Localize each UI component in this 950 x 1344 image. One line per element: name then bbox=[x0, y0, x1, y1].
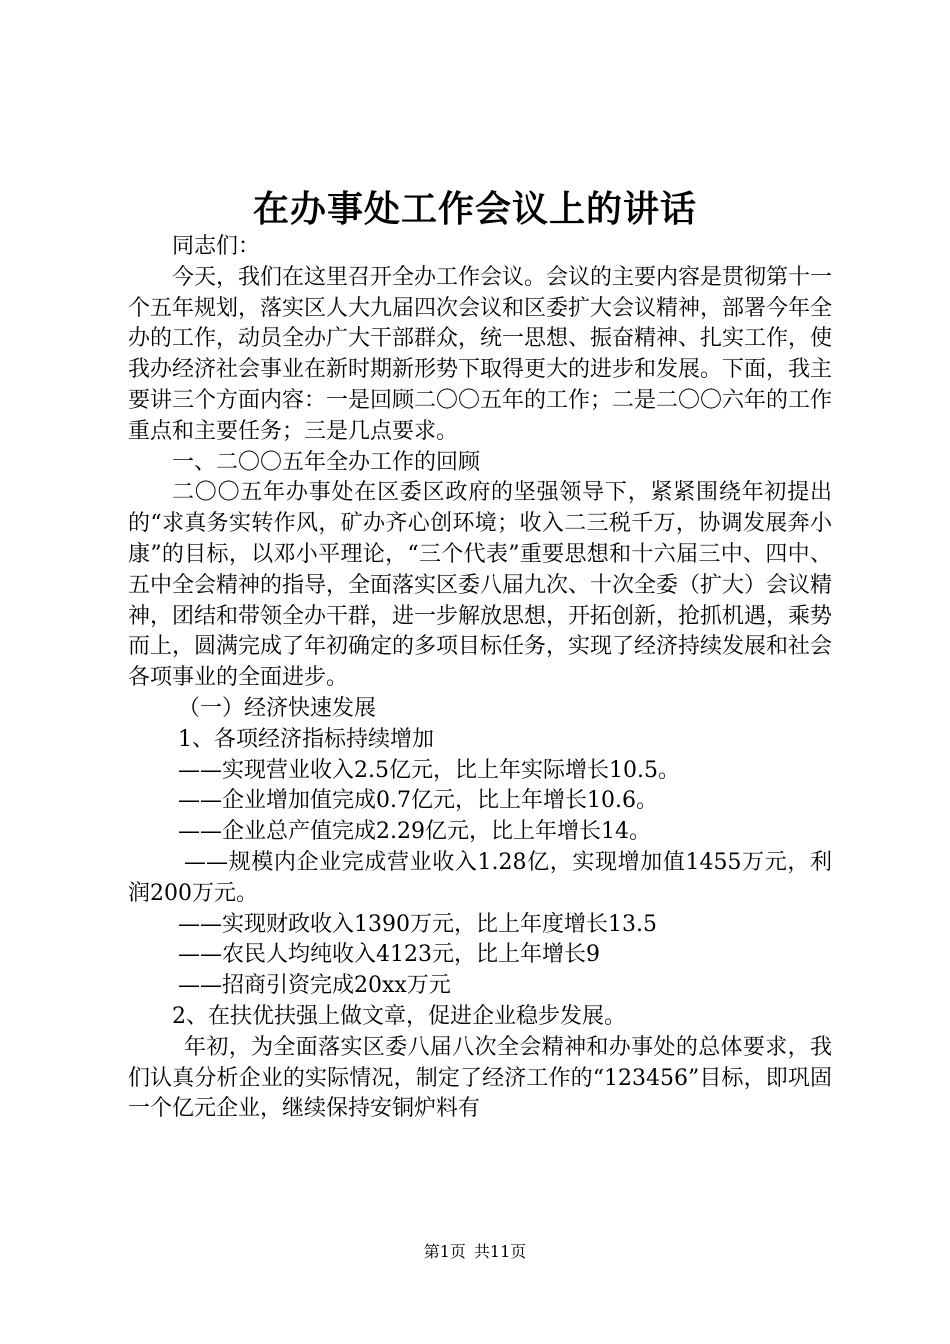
indicator-item: ——规模内企业完成营业收入1.28亿，实现增加值1455万元，利润200万元。 bbox=[128, 849, 832, 906]
subsection-heading-economy: （一）经济快速发展 bbox=[178, 695, 377, 721]
document-body bbox=[128, 232, 832, 1125]
review-paragraph: 二〇〇五年办事处在区委区政府的坚强领导下，紧紧围绕年初提出的“求真务实转作风，矿办齐心创环境；收入二三税千万，协调发展奔小康”的目标，以邓小平理论，“三个代表”重要思想和十六届三中、四中、五中全会精神的指导，全面落实区委八届九次、十次全委（扩大）会议精神，团结和带领全办干群，进一步解放思想，开拓创新，抢抓机遇，乘势而上，圆满完成了年初确定的多项目标任务，实现了经济持续发展和社会各项事业的全面进步。 bbox=[128, 480, 833, 691]
document-title: 在办事处工作会议上的讲话 bbox=[252, 188, 697, 230]
indicator-item: ——农民人均纯收入4123元，比上年增长9 bbox=[178, 942, 600, 968]
item-heading-enterprise: 2、在扶优扶强上做文章，促进企业稳步发展。 bbox=[172, 1003, 626, 1029]
indicator-item: ——企业增加值完成0.7亿元，比上年增长10.6。 bbox=[178, 788, 658, 814]
page-number: 第1页 bbox=[423, 1242, 466, 1261]
item-heading-indicators: 1、各项经济指标持续增加 bbox=[178, 726, 434, 752]
indicator-item: ——实现营业收入2.5亿元，比上年实际增长10.5。 bbox=[178, 757, 680, 783]
page-total: 共11页 bbox=[473, 1242, 527, 1261]
indicator-item: ——招商引资完成20xx万元 bbox=[178, 973, 451, 999]
section-heading-review: 一、二〇〇五年全办工作的回顾 bbox=[172, 449, 481, 475]
intro-paragraph: 今天，我们在这里召开全办工作会议。会议的主要内容是贯彻第十一个五年规划，落实区人大九届四次会议和区委扩大会议精神，部署今年全办的工作，动员全办广大干部群众，统一思想、振奋精神、扎实工作，使我办经济社会事业在新时期新形势下取得更大的进步和发展。下面，我主要讲三个方面内容：一是回顾二〇〇五年的工作；二是二〇〇六年的工作重点和主要任务；三是几点要求。 bbox=[128, 264, 833, 444]
indicator-item: ——企业总产值完成2.29亿元，比上年增长14。 bbox=[178, 819, 651, 845]
indicator-item: ——实现财政收入1390万元，比上年度增长13.5 bbox=[178, 911, 657, 937]
salutation: 同志们： bbox=[172, 234, 261, 259]
page-footer bbox=[0, 1241, 950, 1263]
body-paragraph: 年初，为全面落实区委八届八次全会精神和办事处的总体要求，我们认真分析企业的实际情况，制定了经济工作的“123456”目标，即巩固一个亿元企业，继续保持安铜炉料有 bbox=[128, 1034, 832, 1122]
